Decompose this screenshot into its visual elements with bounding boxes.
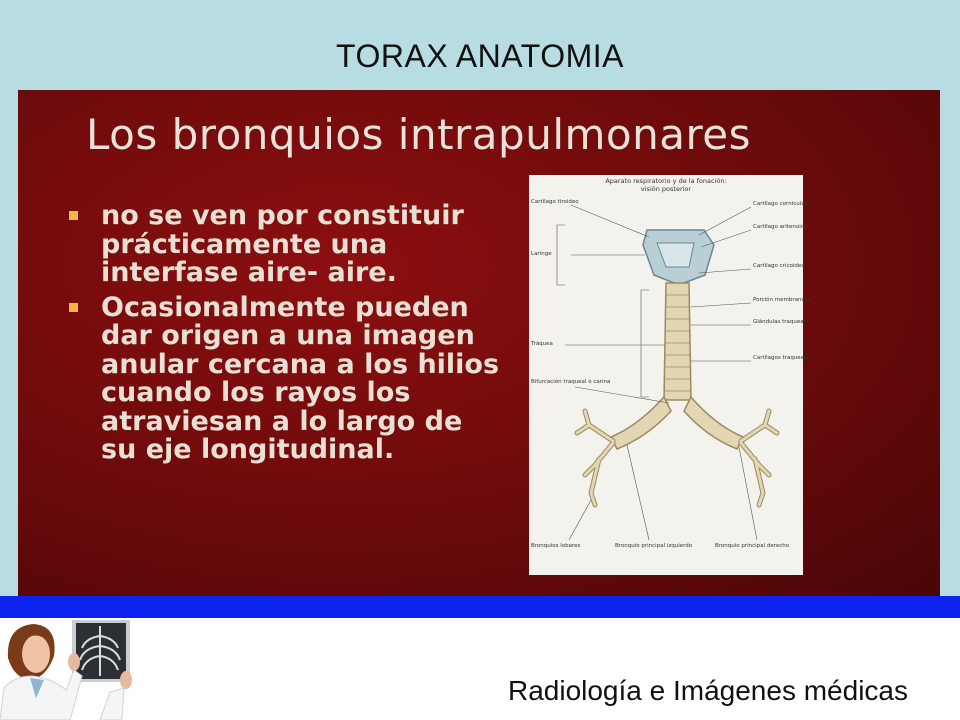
left-bronchus-shape <box>611 397 671 449</box>
square-bullet-icon <box>69 211 78 220</box>
bullet-text: Ocasionalmente pueden dar origen a una imagen anular cercana a los hilios cuando los rayos los atraviesan a lo largo de su eje longitudinal. <box>101 291 500 465</box>
label-bronquio-izq: Bronquio principal izquierdo <box>615 543 693 549</box>
label-corniculado: Cartílago corniculado <box>753 201 812 207</box>
figure-caption-2: visión posterior <box>640 185 692 193</box>
label-bronquios-lobares: Bronquios lobares <box>531 543 581 549</box>
label-bifurcacion: Bifurcación traqueal o carina <box>531 379 611 385</box>
blue-divider-bar <box>0 596 960 618</box>
right-bronchus-shape <box>684 397 743 449</box>
square-bullet-icon <box>69 303 78 312</box>
label-aritenoides: Cartílago aritenoides <box>753 224 811 230</box>
label-cricoides: Cartílago cricoides <box>753 263 805 269</box>
label-traquea: Tráquea <box>531 341 553 347</box>
label-glandulas: Glándulas traqueales <box>753 319 812 325</box>
panel-heading: Los bronquios intrapulmonares <box>86 110 752 159</box>
label-cartilago-tiroideo: Cartílago tiroideo <box>531 199 579 205</box>
bullet-item <box>63 291 503 465</box>
slide-title: TORAX ANATOMIA <box>336 38 624 74</box>
anatomy-illustration <box>529 175 812 575</box>
doctor-with-xray-image <box>0 618 160 720</box>
figure-caption-1: Aparato respiratorio y de la fonación: <box>605 177 727 185</box>
content-panel <box>18 90 940 596</box>
trachea-shape <box>664 283 691 400</box>
label-membranosa: Porción membranosa <box>753 297 812 303</box>
footer-caption: Radiología e Imágenes médicas <box>507 675 908 706</box>
bullet-list <box>63 202 503 471</box>
label-cartilagos-traqueales: Cartílagos traqueales <box>753 355 812 361</box>
bullet-text: no se ven por constituir prácticamente una interfase aire- aire. <box>101 200 464 288</box>
bullet-item <box>63 202 503 288</box>
anatomy-svg <box>529 175 812 575</box>
label-laringe: Laringe <box>531 251 552 257</box>
label-bronquio-der: Bronquio principal derecho <box>715 543 790 549</box>
